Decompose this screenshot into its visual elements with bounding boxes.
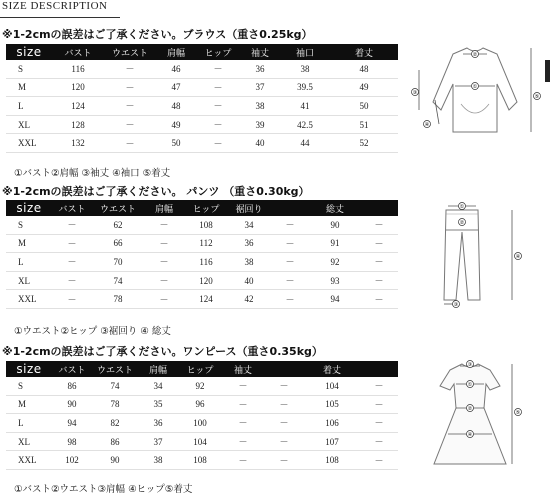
title-underline bbox=[0, 17, 120, 18]
column-header: ヒップ bbox=[196, 44, 240, 60]
size-label: L bbox=[6, 414, 52, 433]
column-header: 肩幅 bbox=[144, 200, 184, 216]
table-cell: 102 bbox=[52, 451, 92, 470]
table-cell: 34 bbox=[138, 377, 178, 395]
table-cell: 36 bbox=[228, 234, 270, 253]
table-cell: 34 bbox=[228, 216, 270, 234]
column-header: 袖丈 bbox=[222, 361, 264, 377]
table-cell: 92 bbox=[178, 377, 222, 395]
table-cell: 66 bbox=[92, 234, 144, 253]
size-column-header: size bbox=[6, 44, 52, 60]
table-cell: 124 bbox=[184, 290, 228, 309]
table-row bbox=[6, 234, 398, 253]
table-cell: 106 bbox=[304, 414, 360, 433]
table-row bbox=[6, 451, 398, 470]
column-header bbox=[360, 200, 398, 216]
column-header: ヒップ bbox=[178, 361, 222, 377]
table-row bbox=[6, 414, 398, 433]
table-header-row bbox=[6, 44, 398, 60]
table-cell: 94 bbox=[52, 414, 92, 433]
table-cell: 104 bbox=[304, 377, 360, 395]
table-cell: － bbox=[222, 414, 264, 433]
table-cell: － bbox=[264, 414, 304, 433]
table-cell: 38 bbox=[138, 451, 178, 470]
table-cell: － bbox=[104, 78, 156, 97]
table-cell: 42 bbox=[228, 290, 270, 309]
table-cell: － bbox=[196, 134, 240, 153]
table-row bbox=[6, 78, 398, 97]
table-cell: 82 bbox=[92, 414, 138, 433]
table-cell: － bbox=[144, 234, 184, 253]
column-header: 着丈 bbox=[304, 361, 360, 377]
table-cell: 100 bbox=[178, 414, 222, 433]
table-cell: 108 bbox=[178, 451, 222, 470]
table-cell: 48 bbox=[330, 60, 398, 78]
table-row bbox=[6, 377, 398, 395]
blouse-legend: ①バスト②肩幅 ③袖丈 ④袖口 ⑤着丈 bbox=[14, 168, 171, 179]
table-row bbox=[6, 60, 398, 78]
marker-2: ② bbox=[459, 219, 465, 226]
table-cell: 74 bbox=[92, 377, 138, 395]
column-header: ウエスト bbox=[92, 200, 144, 216]
column-header: 裾回り bbox=[228, 200, 270, 216]
marker-1: ① bbox=[459, 203, 465, 210]
table-cell: － bbox=[264, 432, 304, 451]
table-cell: － bbox=[270, 271, 310, 290]
pants-legend: ①ウエスト②ヒップ ③裾回り ④ 総丈 bbox=[14, 326, 171, 337]
size-label: XXL bbox=[6, 134, 52, 153]
table-cell: 120 bbox=[52, 78, 104, 97]
table-cell: － bbox=[264, 395, 304, 414]
dress-illustration bbox=[420, 356, 540, 476]
table-row bbox=[6, 253, 398, 272]
table-cell: － bbox=[222, 377, 264, 395]
column-header bbox=[264, 361, 304, 377]
table-cell: 44 bbox=[280, 134, 330, 153]
table-cell: － bbox=[144, 290, 184, 309]
table-cell: 98 bbox=[52, 432, 92, 451]
table-cell: － bbox=[52, 253, 92, 272]
size-label: XL bbox=[6, 271, 52, 290]
pants-illustration bbox=[430, 200, 530, 310]
table-cell: － bbox=[270, 253, 310, 272]
table-cell: 46 bbox=[156, 60, 196, 78]
table-cell: 41 bbox=[280, 97, 330, 116]
size-label: S bbox=[6, 60, 52, 78]
table-cell: 50 bbox=[330, 97, 398, 116]
table-cell: － bbox=[104, 97, 156, 116]
blouse-size-table bbox=[6, 44, 398, 153]
table-cell: 70 bbox=[92, 253, 144, 272]
column-header: ウエスト bbox=[104, 44, 156, 60]
page-title: SIZE DESCRIPTION bbox=[2, 0, 108, 12]
table-cell: 50 bbox=[156, 134, 196, 153]
table-row bbox=[6, 134, 398, 153]
marker-1: ① bbox=[472, 83, 478, 90]
table-cell: 116 bbox=[184, 253, 228, 272]
table-cell: 104 bbox=[178, 432, 222, 451]
table-cell: 93 bbox=[310, 271, 360, 290]
table-cell: 132 bbox=[52, 134, 104, 153]
table-cell: 49 bbox=[330, 78, 398, 97]
table-cell: － bbox=[104, 60, 156, 78]
table-cell: 86 bbox=[92, 432, 138, 451]
table-cell: 91 bbox=[310, 234, 360, 253]
column-header: 総丈 bbox=[310, 200, 360, 216]
table-cell: 38 bbox=[280, 60, 330, 78]
size-label: XXL bbox=[6, 290, 52, 309]
table-row bbox=[6, 432, 398, 451]
table-cell: － bbox=[360, 216, 398, 234]
size-label: L bbox=[6, 97, 52, 116]
table-cell: － bbox=[270, 290, 310, 309]
column-header: 肩幅 bbox=[138, 361, 178, 377]
marker-5: ⑤ bbox=[534, 93, 540, 100]
pants-size-table bbox=[6, 200, 398, 309]
table-cell: 42.5 bbox=[280, 115, 330, 134]
table-header-row bbox=[6, 361, 398, 377]
table-row bbox=[6, 271, 398, 290]
table-cell: 35 bbox=[138, 395, 178, 414]
column-header: 袖丈 bbox=[240, 44, 280, 60]
table-cell: 86 bbox=[52, 377, 92, 395]
table-cell: 37 bbox=[240, 78, 280, 97]
table-cell: － bbox=[264, 377, 304, 395]
table-row bbox=[6, 290, 398, 309]
table-cell: － bbox=[52, 290, 92, 309]
table-row bbox=[6, 395, 398, 414]
table-cell: 107 bbox=[304, 432, 360, 451]
table-cell: 96 bbox=[178, 395, 222, 414]
table-row bbox=[6, 115, 398, 134]
table-cell: － bbox=[144, 216, 184, 234]
column-header: 袖口 bbox=[280, 44, 330, 60]
table-cell: － bbox=[222, 432, 264, 451]
table-cell: 90 bbox=[92, 451, 138, 470]
table-row bbox=[6, 97, 398, 116]
table-cell: － bbox=[196, 97, 240, 116]
table-cell: － bbox=[360, 414, 398, 433]
table-cell: 90 bbox=[52, 395, 92, 414]
table-cell: 124 bbox=[52, 97, 104, 116]
size-label: S bbox=[6, 377, 52, 395]
table-cell: 105 bbox=[304, 395, 360, 414]
blouse-illustration bbox=[405, 40, 545, 140]
table-cell: － bbox=[144, 253, 184, 272]
table-cell: － bbox=[222, 451, 264, 470]
size-label: M bbox=[6, 395, 52, 414]
table-cell: 39 bbox=[240, 115, 280, 134]
table-cell: － bbox=[52, 271, 92, 290]
table-cell: 40 bbox=[228, 271, 270, 290]
column-header: バスト bbox=[52, 44, 104, 60]
size-label: M bbox=[6, 234, 52, 253]
marker-3: ③ bbox=[467, 361, 473, 368]
table-cell: － bbox=[52, 234, 92, 253]
size-label: XXL bbox=[6, 451, 52, 470]
table-cell: － bbox=[360, 377, 398, 395]
table-cell: － bbox=[196, 60, 240, 78]
table-cell: 116 bbox=[52, 60, 104, 78]
size-column-header: size bbox=[6, 200, 52, 216]
table-cell: 36 bbox=[240, 60, 280, 78]
table-cell: 108 bbox=[184, 216, 228, 234]
table-cell: 38 bbox=[228, 253, 270, 272]
table-cell: 36 bbox=[138, 414, 178, 433]
table-cell: － bbox=[360, 290, 398, 309]
size-label: XL bbox=[6, 432, 52, 451]
column-header: バスト bbox=[52, 200, 92, 216]
table-cell: 40 bbox=[240, 134, 280, 153]
table-cell: － bbox=[222, 395, 264, 414]
table-cell: － bbox=[360, 234, 398, 253]
table-header-row bbox=[6, 200, 398, 216]
table-cell: 62 bbox=[92, 216, 144, 234]
marker-4: ④ bbox=[515, 253, 521, 260]
table-cell: 74 bbox=[92, 271, 144, 290]
marker-2: ② bbox=[472, 51, 478, 58]
table-cell: － bbox=[360, 271, 398, 290]
marker-3: ③ bbox=[412, 89, 418, 96]
marker-5: ⑤ bbox=[515, 409, 521, 416]
table-cell: － bbox=[270, 234, 310, 253]
table-cell: － bbox=[196, 115, 240, 134]
table-cell: － bbox=[360, 395, 398, 414]
table-cell: 39.5 bbox=[280, 78, 330, 97]
table-cell: － bbox=[360, 451, 398, 470]
pants-heading: ※1-2cmの誤差はご了承ください。 パンツ （重さ0.30kg） bbox=[2, 185, 310, 198]
column-header: ヒップ bbox=[184, 200, 228, 216]
marker-4: ④ bbox=[467, 431, 473, 438]
size-label: M bbox=[6, 78, 52, 97]
table-cell: － bbox=[360, 253, 398, 272]
table-cell: 78 bbox=[92, 395, 138, 414]
table-cell: － bbox=[360, 432, 398, 451]
table-cell: 120 bbox=[184, 271, 228, 290]
dress-legend: ①バスト②ウエスト③肩幅 ④ヒップ⑤着丈 bbox=[14, 484, 193, 495]
size-column-header: size bbox=[6, 361, 52, 377]
column-header: 肩幅 bbox=[156, 44, 196, 60]
table-cell: － bbox=[196, 78, 240, 97]
marker-2: ② bbox=[467, 405, 473, 412]
table-cell: 49 bbox=[156, 115, 196, 134]
size-label: L bbox=[6, 253, 52, 272]
table-cell: 37 bbox=[138, 432, 178, 451]
dress-size-table bbox=[6, 361, 398, 470]
dress-heading: ※1-2cmの誤差はご了承ください。ワンピース（重さ0.35kg） bbox=[2, 345, 323, 358]
table-cell: － bbox=[270, 216, 310, 234]
table-cell: 90 bbox=[310, 216, 360, 234]
size-label: S bbox=[6, 216, 52, 234]
edge-tab bbox=[545, 60, 550, 82]
column-header bbox=[270, 200, 310, 216]
table-cell: － bbox=[104, 134, 156, 153]
table-cell: 128 bbox=[52, 115, 104, 134]
column-header: 着丈 bbox=[330, 44, 398, 60]
table-cell: － bbox=[104, 115, 156, 134]
marker-1: ① bbox=[467, 381, 473, 388]
table-cell: － bbox=[52, 216, 92, 234]
table-row bbox=[6, 216, 398, 234]
table-cell: 78 bbox=[92, 290, 144, 309]
marker-3: ③ bbox=[453, 301, 459, 308]
column-header bbox=[360, 361, 398, 377]
table-cell: 112 bbox=[184, 234, 228, 253]
table-cell: 48 bbox=[156, 97, 196, 116]
size-label: XL bbox=[6, 115, 52, 134]
column-header: バスト bbox=[52, 361, 92, 377]
table-cell: 38 bbox=[240, 97, 280, 116]
table-cell: 92 bbox=[310, 253, 360, 272]
table-cell: 108 bbox=[304, 451, 360, 470]
table-cell: － bbox=[144, 271, 184, 290]
column-header: ウエスト bbox=[92, 361, 138, 377]
table-cell: － bbox=[264, 451, 304, 470]
table-cell: 94 bbox=[310, 290, 360, 309]
marker-4: ④ bbox=[424, 121, 430, 128]
table-cell: 52 bbox=[330, 134, 398, 153]
table-cell: 51 bbox=[330, 115, 398, 134]
blouse-heading: ※1-2cmの誤差はご了承ください。ブラウス（重さ0.25kg） bbox=[2, 28, 313, 41]
table-cell: 47 bbox=[156, 78, 196, 97]
